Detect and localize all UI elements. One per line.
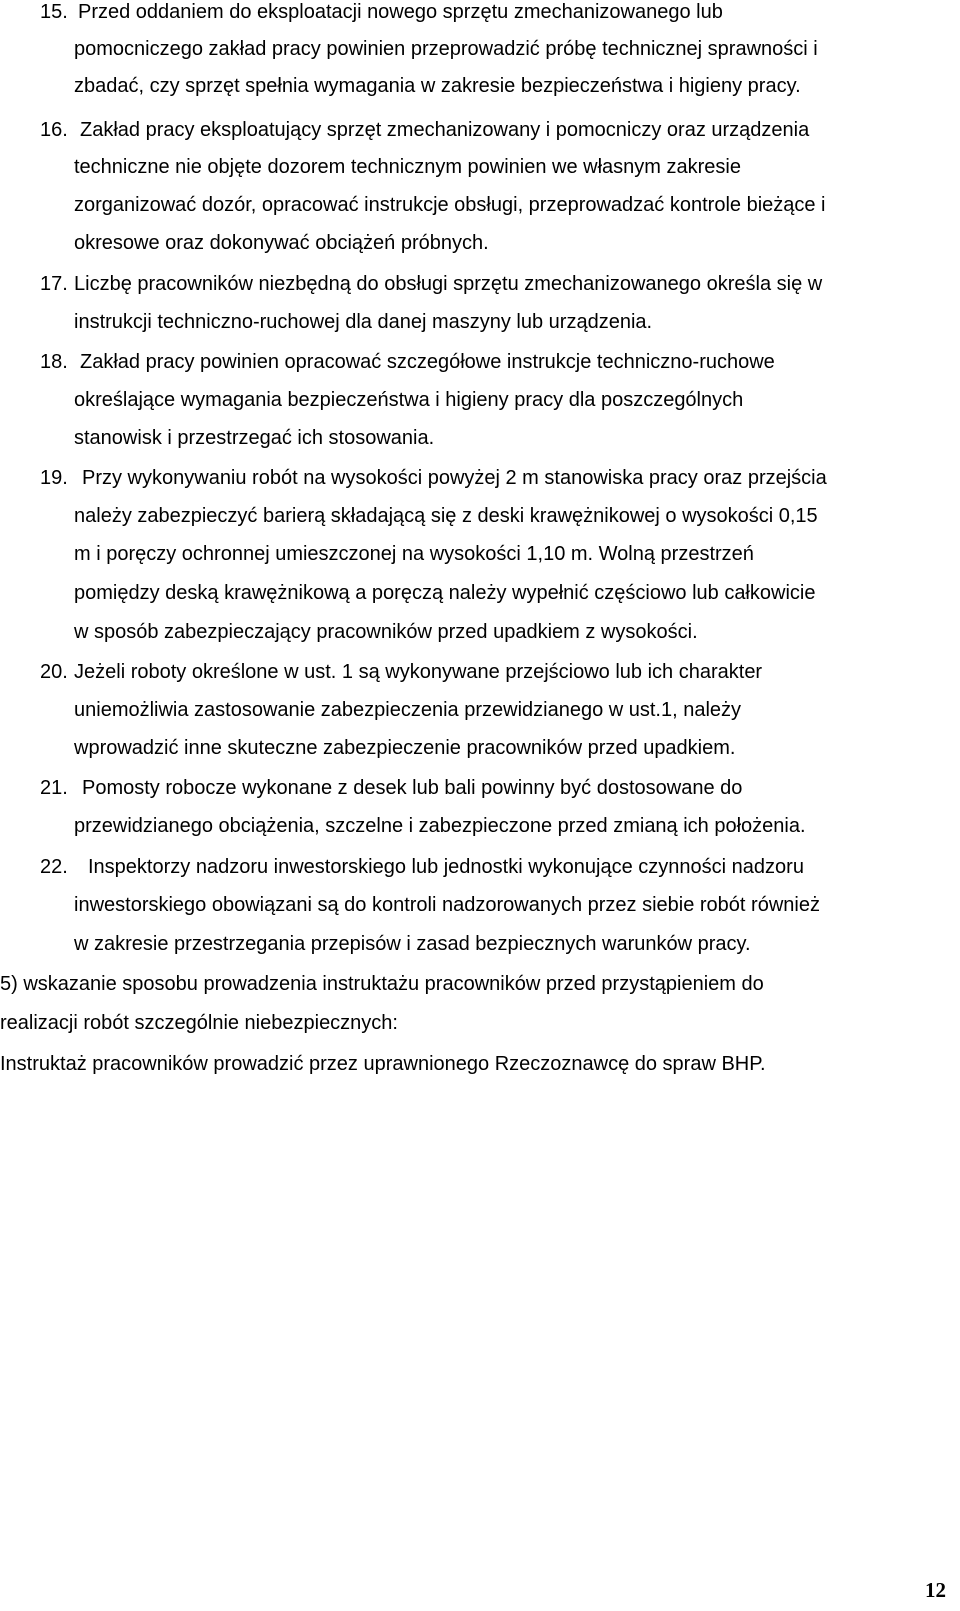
item-line: instrukcji techniczno-ruchowej dla danej maszyny lub urządzenia. [74,311,653,333]
section-line: realizacji robót szczególnie niebezpiecznych: [0,1012,398,1034]
item-line: okresowe oraz dokonywać obciążeń próbnych. [74,232,489,254]
section-line: 5) wskazanie sposobu prowadzenia instruktażu pracowników przed przystąpieniem do [0,973,764,995]
item-number: 19. [40,467,68,489]
item-line: w zakresie przestrzegania przepisów i zasad bezpiecznych warunków pracy. [74,933,751,955]
item-line: pomocniczego zakład pracy powinien przeprowadzić próbę technicznej sprawności i [74,38,818,60]
item-line: Zakład pracy powinien opracować szczegółowe instrukcje techniczno-ruchowe [80,351,775,373]
item-line: Przy wykonywaniu robót na wysokości powyżej 2 m stanowiska pracy oraz przejścia [82,467,827,489]
page-number: 12 [925,1578,946,1602]
item-line: w sposób zabezpieczający pracowników przed upadkiem z wysokości. [74,621,698,643]
item-line: przewidzianego obciążenia, szczelne i zabezpieczone przed zmianą ich położenia. [74,815,806,837]
item-line: Jeżeli roboty określone w ust. 1 są wykonywane przejściowo lub ich charakter [74,661,763,683]
item-line: zbadać, czy sprzęt spełnia wymagania w zakresie bezpieczeństwa i higieny pracy. [74,75,801,97]
item-line: Zakład pracy eksploatujący sprzęt zmechanizowany i pomocniczy oraz urządzenia [80,119,810,141]
item-number: 21. [40,777,68,799]
item-line: Liczbę pracowników niezbędną do obsługi sprzętu zmechanizowanego określa się w [74,273,823,295]
item-line: m i poręczy ochronnej umieszczonej na wysokości 1,10 m. Wolną przestrzeń [74,543,754,565]
item-number: 16. [40,119,68,141]
item-line: wprowadzić inne skuteczne zabezpieczenie pracowników przed upadkiem. [74,737,736,759]
item-number: 20. [40,661,68,683]
item-line: zorganizować dozór, opracować instrukcje obsługi, przeprowadzać kontrole bieżące i [74,194,826,216]
item-line: inwestorskiego obowiązani są do kontroli nadzorowanych przez siebie robót również [74,894,820,916]
item-line: techniczne nie objęte dozorem technicznym powinien we własnym zakresie [74,156,741,178]
item-number: 22. [40,856,68,878]
section-line: Instruktaż pracowników prowadzić przez uprawnionego Rzeczoznawcę do spraw BHP. [0,1053,766,1075]
item-number: 17. [40,273,68,295]
item-line: stanowisk i przestrzegać ich stosowania. [74,427,435,449]
item-line: Przed oddaniem do eksploatacji nowego sprzętu zmechanizowanego lub [78,1,723,23]
item-number: 15. [40,1,68,23]
item-number: 18. [40,351,68,373]
item-line: uniemożliwia zastosowanie zabezpieczenia przewidzianego w ust.1, należy [74,699,742,721]
item-line: Inspektorzy nadzoru inwestorskiego lub jednostki wykonujące czynności nadzoru [88,856,804,878]
item-line: należy zabezpieczyć barierą składającą się z deski krawężnikowej o wysokości 0,15 [74,505,818,527]
item-line: określające wymagania bezpieczeństwa i higieny pracy dla poszczególnych [74,389,744,411]
item-line: pomiędzy deską krawężnikową a poręczą należy wypełnić częściowo lub całkowicie [74,582,816,604]
item-line: Pomosty robocze wykonane z desek lub bali powinny być dostosowane do [82,777,743,799]
